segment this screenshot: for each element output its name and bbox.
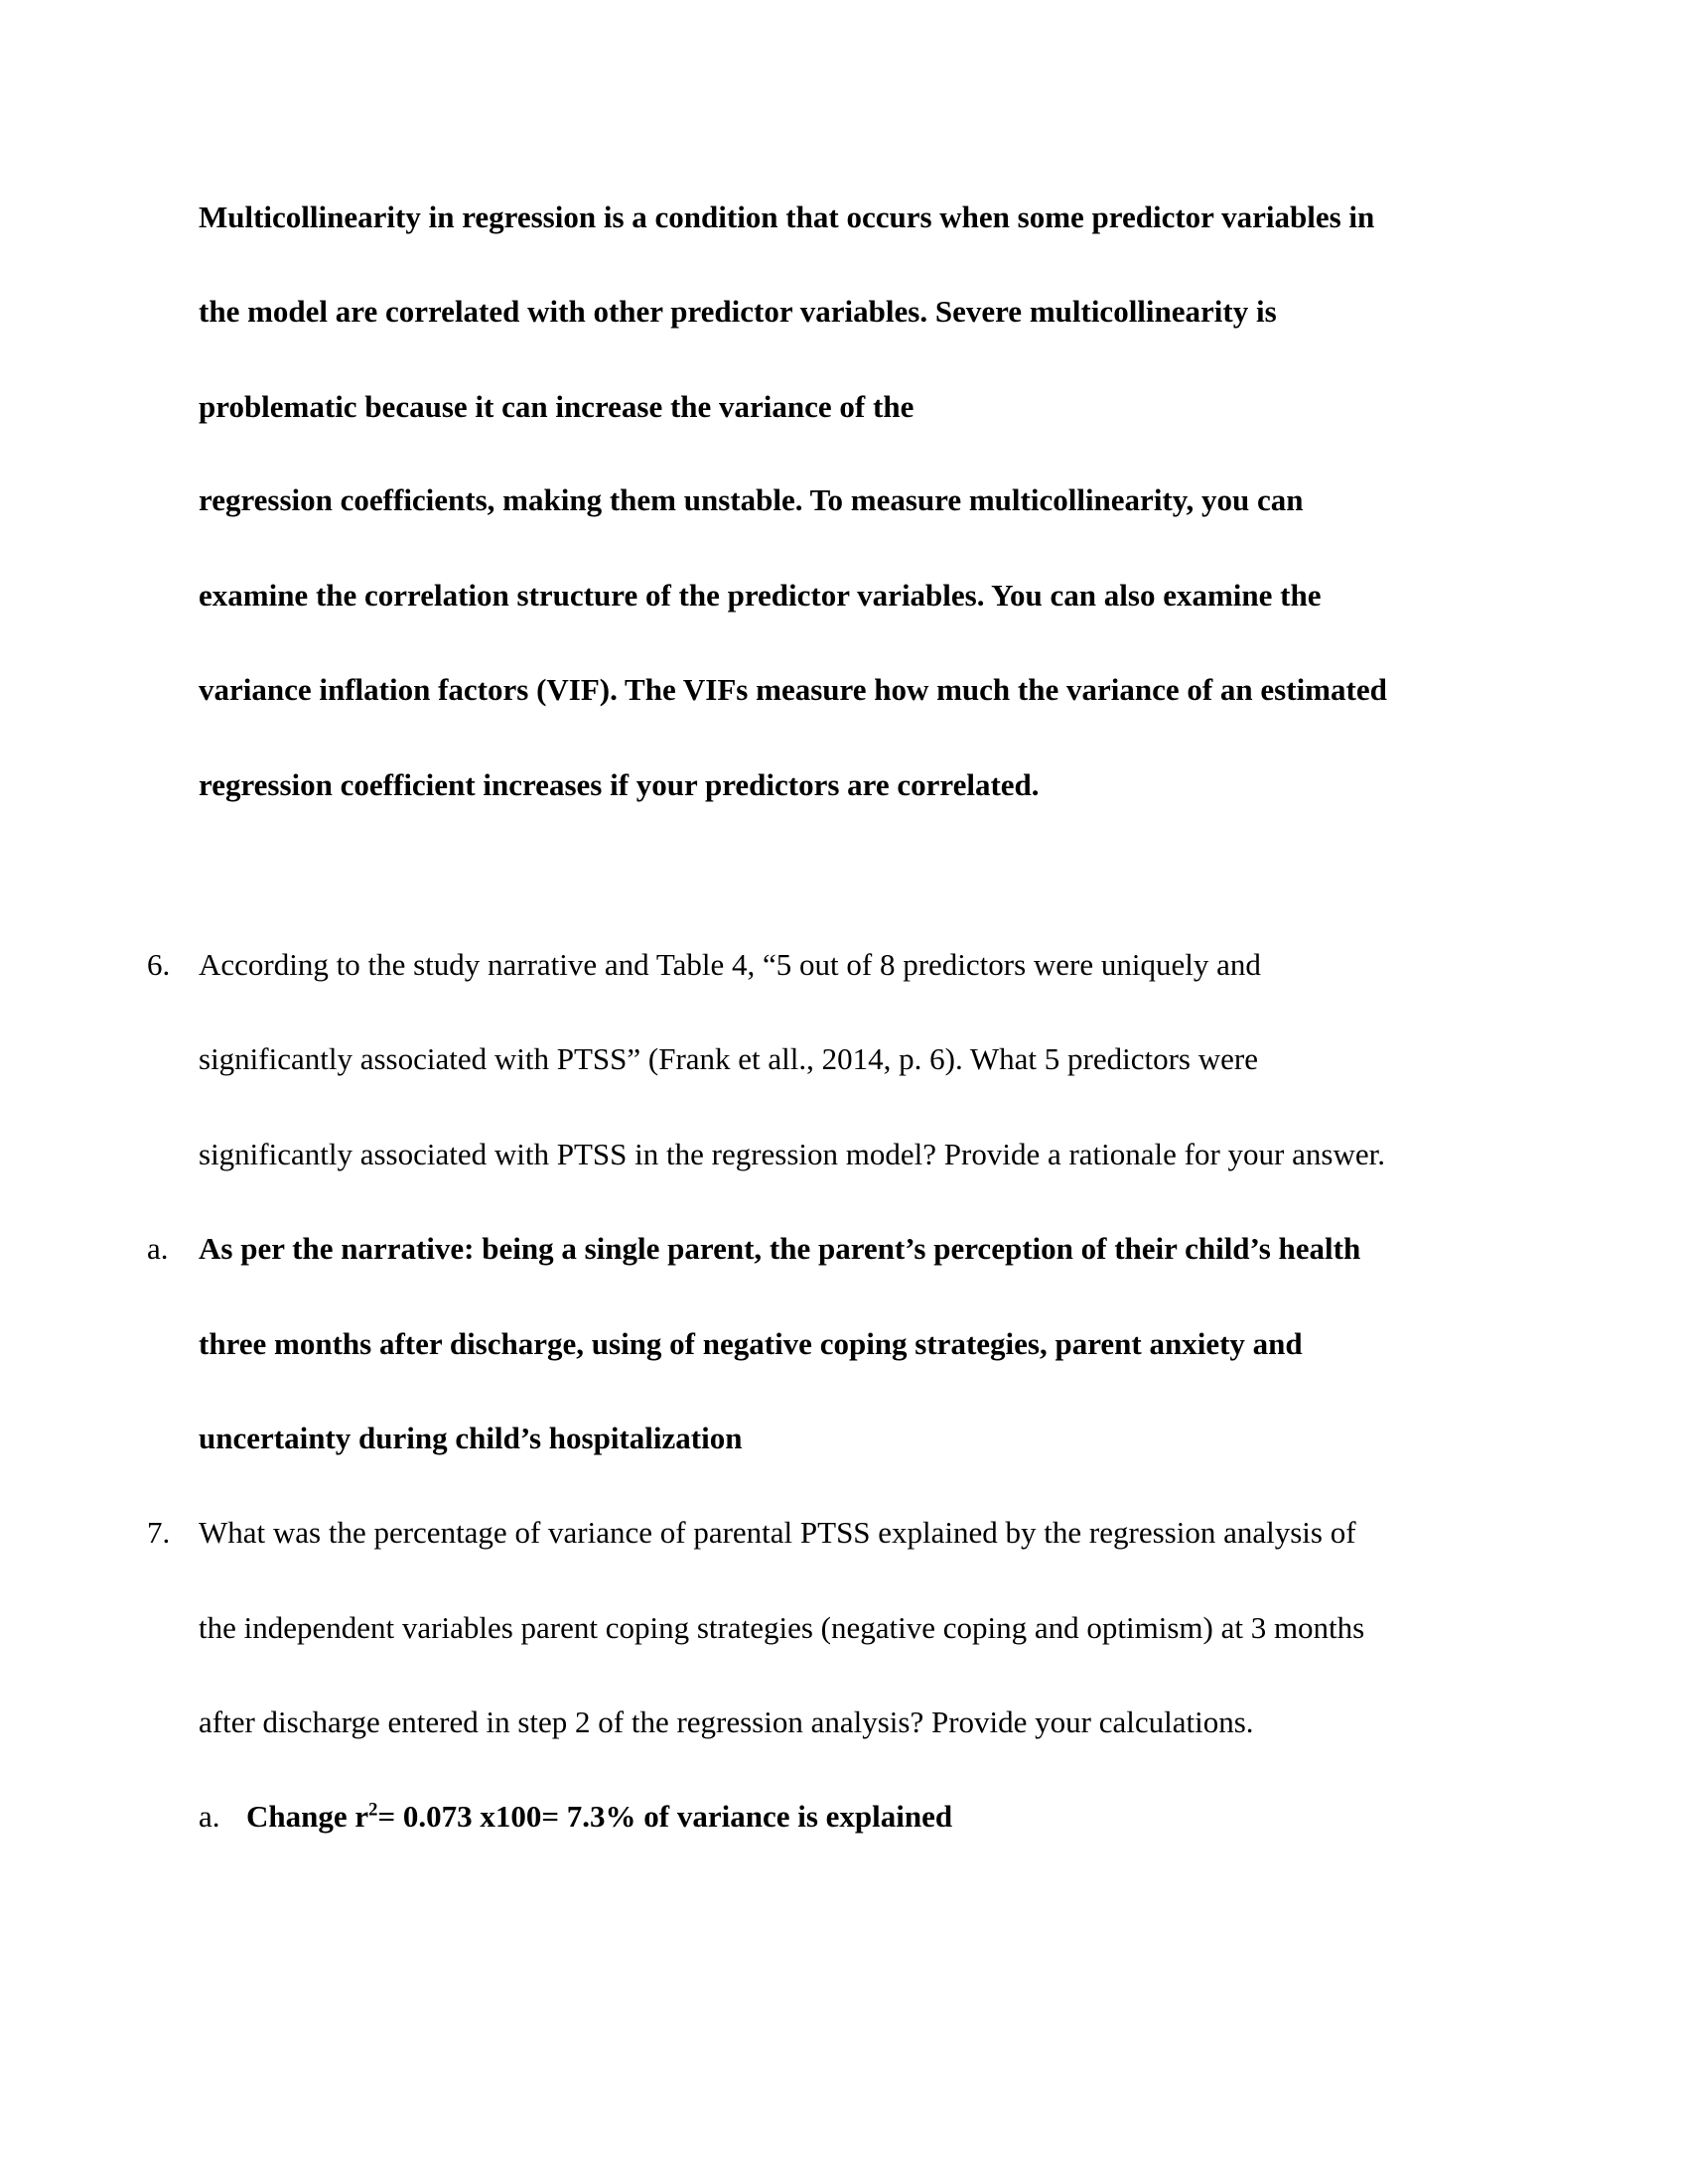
answer-line: examine the correlation structure of the predictor variables. You can also examine the xyxy=(199,578,1322,613)
question-line: What was the percentage of variance of parental PTSS explained by the regression analysis of xyxy=(199,1515,1356,1550)
answer-line: variance inflation factors (VIF). The VIFs measure how much the variance of an estimated xyxy=(199,672,1387,707)
answer-line: problematic because it can increase the variance of the xyxy=(199,389,914,424)
question-number: 6. xyxy=(147,947,171,982)
answer-line: Multicollinearity in regression is a condition that occurs when some predictor variables in xyxy=(199,200,1375,234)
answer-line: regression coefficients, making them unstable. To measure multicollinearity, you can xyxy=(199,482,1304,517)
answer-line: As per the narrative: being a single parent, the parent’s perception of their child’s health xyxy=(199,1231,1361,1266)
question-line: significantly associated with PTSS in the regression model? Provide a rationale for your answer. xyxy=(199,1137,1385,1171)
answer-marker: a. xyxy=(199,1799,220,1834)
superscript: 2 xyxy=(368,1799,378,1821)
question-line: after discharge entered in step 2 of the regression analysis? Provide your calculations. xyxy=(199,1705,1254,1739)
answer-marker: a. xyxy=(147,1231,169,1266)
answer-line: uncertainty during child’s hospitalization xyxy=(199,1421,743,1455)
answer-line: three months after discharge, using of negative coping strategies, parent anxiety and xyxy=(199,1326,1303,1361)
question-line: the independent variables parent coping strategies (negative coping and optimism) at 3 months xyxy=(199,1610,1365,1645)
answer-line: regression coefficient increases if your predictors are correlated. xyxy=(199,767,1040,802)
question-line: significantly associated with PTSS” (Frank et all., 2014, p. 6). What 5 predictors were xyxy=(199,1041,1258,1076)
answer-prefix: Change r xyxy=(246,1799,369,1834)
answer-line xyxy=(246,1797,952,1837)
question-line: According to the study narrative and Table 4, “5 out of 8 predictors were uniquely and xyxy=(199,947,1261,982)
answer-suffix: = 0.073 x100= 7.3% of variance is explained xyxy=(377,1799,953,1834)
answer-line: the model are correlated with other predictor variables. Severe multicollinearity is xyxy=(199,294,1277,329)
question-number: 7. xyxy=(147,1515,171,1550)
